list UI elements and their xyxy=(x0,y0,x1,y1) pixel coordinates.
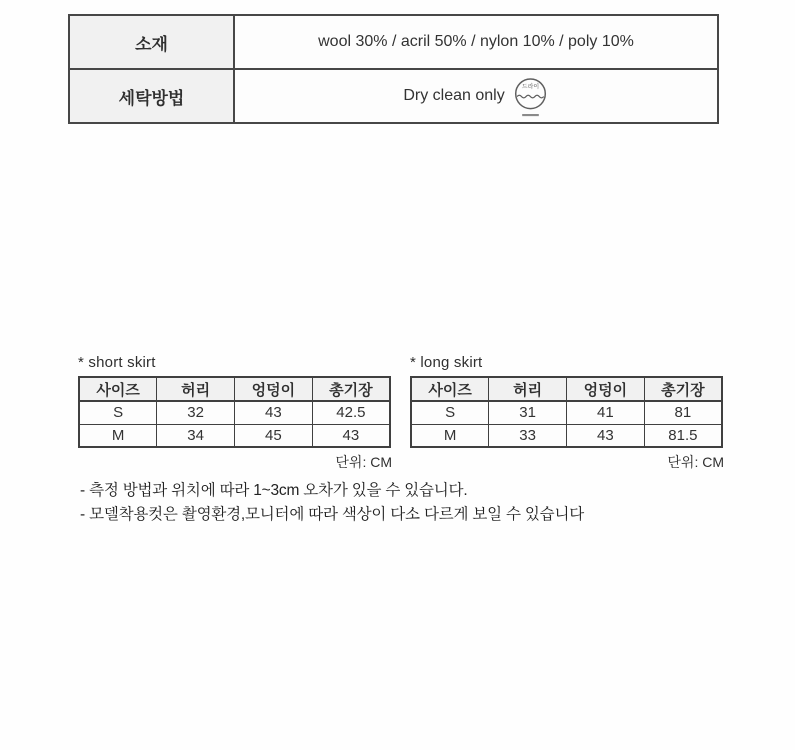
cell-size: S xyxy=(79,401,157,424)
care-text: Dry clean only xyxy=(403,87,505,104)
cell-hip: 43 xyxy=(235,401,313,424)
cell-waist: 31 xyxy=(489,401,567,424)
header-waist: 허리 xyxy=(489,377,567,401)
cell-size: M xyxy=(79,424,157,447)
dry-clean-icon-text: 드라이 xyxy=(521,84,539,91)
header-size: 사이즈 xyxy=(79,377,157,401)
cell-size: S xyxy=(411,401,489,424)
header-hip: 엉덩이 xyxy=(235,377,313,401)
cell-waist: 34 xyxy=(157,424,235,447)
table-header-row xyxy=(79,377,390,401)
table-row xyxy=(411,424,722,447)
header-total-length: 총기장 xyxy=(312,377,390,401)
note-color-difference: - 모델착용컷은 촬영환경,모니터에 따라 색상이 다소 다르게 보일 수 있습니다 xyxy=(80,506,584,523)
table-header-row xyxy=(411,377,722,401)
short-skirt-size-table xyxy=(78,376,391,448)
header-total-length: 총기장 xyxy=(644,377,722,401)
header-hip: 엉덩이 xyxy=(567,377,645,401)
header-size: 사이즈 xyxy=(411,377,489,401)
cell-size: M xyxy=(411,424,489,447)
cell-waist: 32 xyxy=(157,401,235,424)
product-info-table xyxy=(68,14,719,124)
short-skirt-title: * short skirt xyxy=(78,354,156,371)
dry-clean-icon xyxy=(512,76,549,119)
long-skirt-section xyxy=(410,354,726,472)
table-row xyxy=(411,401,722,424)
table-row xyxy=(69,69,718,123)
long-skirt-title: * long skirt xyxy=(410,354,483,371)
material-label: 소재 xyxy=(69,15,234,69)
unit-label: 단위: CM xyxy=(335,454,392,470)
material-value: wool 30% / acril 50% / nylon 10% / poly 10% xyxy=(234,15,718,69)
cell-hip: 41 xyxy=(567,401,645,424)
table-row xyxy=(79,401,390,424)
header-waist: 허리 xyxy=(157,377,235,401)
long-skirt-size-table xyxy=(410,376,723,448)
cell-waist: 33 xyxy=(489,424,567,447)
short-skirt-section xyxy=(78,354,394,472)
table-row xyxy=(79,424,390,447)
care-label: 세탁방법 xyxy=(69,69,234,123)
cell-total-length: 81 xyxy=(644,401,722,424)
unit-label: 단위: CM xyxy=(667,454,724,470)
cell-total-length: 81.5 xyxy=(644,424,722,447)
disclaimer-notes xyxy=(80,479,584,527)
cell-total-length: 43 xyxy=(312,424,390,447)
cell-hip: 45 xyxy=(235,424,313,447)
table-row xyxy=(69,15,718,69)
care-value-inner xyxy=(235,74,717,119)
note-measurement-tolerance: - 측정 방법과 위치에 따라 1~3cm 오차가 있을 수 있습니다. xyxy=(80,482,468,499)
cell-total-length: 42.5 xyxy=(312,401,390,424)
cell-hip: 43 xyxy=(567,424,645,447)
care-value xyxy=(234,69,718,123)
